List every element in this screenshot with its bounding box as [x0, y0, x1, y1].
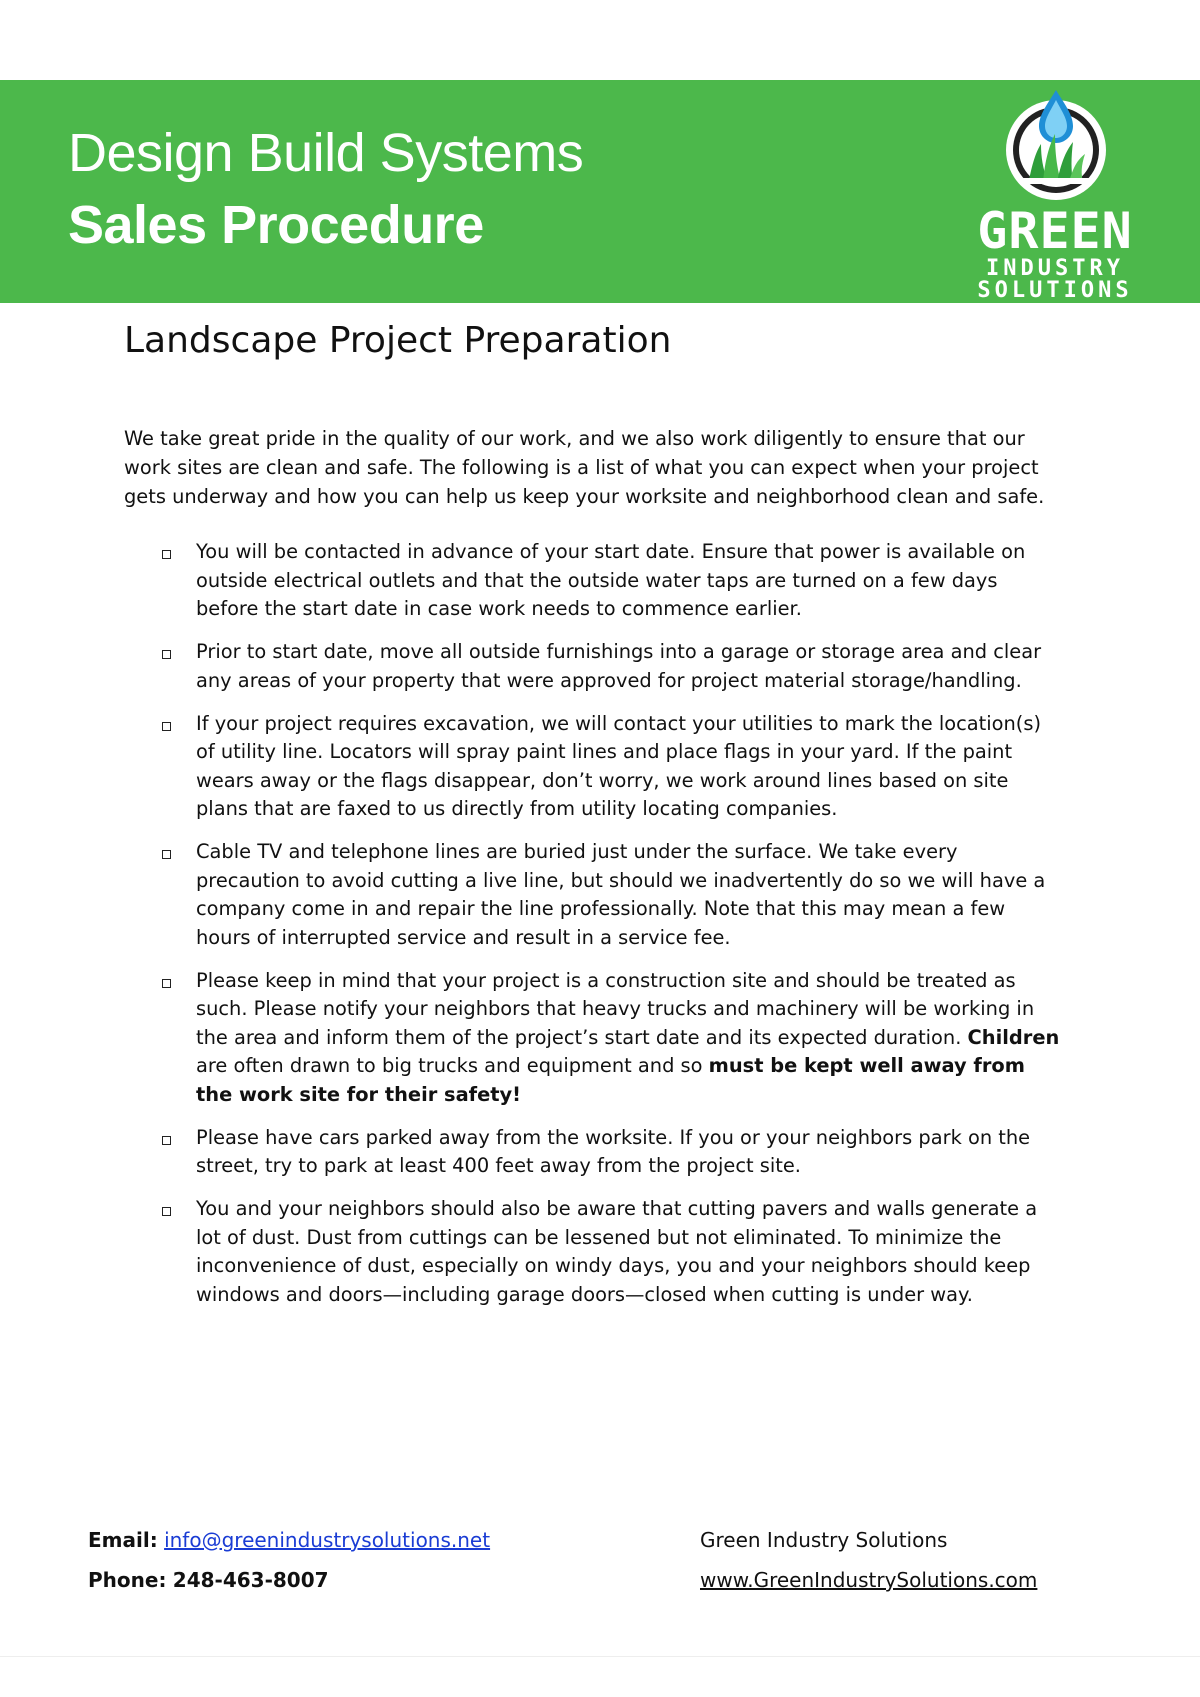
company-logo	[955, 88, 1155, 303]
checkbox-icon	[162, 722, 171, 731]
footer-contact	[88, 1520, 490, 1600]
emphasis-safety: must be kept well away from the work site for their safety!	[196, 1054, 1025, 1106]
checkbox-icon	[162, 650, 171, 659]
checklist-item	[160, 638, 1065, 695]
checklist-item	[160, 967, 1065, 1110]
emphasis-children: Children	[967, 1025, 1060, 1049]
intro-paragraph: We take great pride in the quality of our work, and we also work diligently to ensure that our work sites are clean and safe. The following is a list of what you can expect when your project gets underway and how you can help us keep your worksite and neighborhood clean and safe.	[124, 427, 1045, 508]
email-label: Email:	[88, 1528, 158, 1552]
checklist-item-text: If your project requires excavation, we will contact your utilities to mark the location(s) of utility line. Locators will spray paint lines and place flags in your yard. If the paint wears away or the flags disappear, don’t worry, we work around lines based on site plans that are faxed to us directly from utility locating companies.	[196, 711, 1042, 820]
company-name: Green Industry Solutions	[700, 1528, 948, 1552]
checklist-item-text: Please keep in mind that your project is a construction site and should be treated as such. Please notify your neighbors that heavy trucks and machinery will be working in the area and inform them of the project’s start date and its expected duration.	[196, 968, 1035, 1049]
checklist-item-text: Prior to start date, move all outside furnishings into a garage or storage area and clear any areas of your property that were approved for project material storage/handling.	[196, 640, 1042, 692]
website-link[interactable]: www.GreenIndustrySolutions.com	[700, 1568, 1038, 1592]
water-drop-grass-icon	[999, 88, 1113, 202]
checklist-item	[160, 1124, 1065, 1181]
checklist-item-text: You and your neighbors should also be aware that cutting pavers and walls generate a lot of dust. Dust from cuttings can be lessened but not eliminated. To minimize the inconvenience of dust, especially on windy days, you and your neighbors should keep windows and doors—including garage doors—closed when cutting is under way.	[196, 1197, 1038, 1306]
checklist-item-text: Please have cars parked away from the worksite. If you or your neighbors park on the street, try to park at least 400 feet away from the project site.	[196, 1125, 1031, 1177]
phone-number: 248-463-8007	[172, 1568, 329, 1592]
page-divider	[0, 1656, 1200, 1657]
header-banner	[0, 80, 1200, 303]
logo-word-solutions: SOLUTIONS	[977, 278, 1133, 303]
checklist-item-text: are often drawn to big trucks and equipment and so	[196, 1054, 709, 1077]
checklist-item-text: You will be contacted in advance of your start date. Ensure that power is available on outside electrical outlets and that the outside water taps are turned on a few days before the start date in case work needs to commence earlier.	[196, 540, 1026, 620]
email-row	[88, 1520, 490, 1560]
checklist-item	[160, 710, 1065, 824]
banner-subtitle: Sales Procedure	[68, 195, 484, 255]
logo-word-industry: INDUSTRY	[986, 256, 1124, 281]
checkbox-icon	[162, 550, 171, 559]
checkbox-icon	[162, 1136, 171, 1145]
checkbox-icon	[162, 979, 171, 988]
checklist-item	[160, 838, 1065, 952]
page-heading: Landscape Project Preparation	[124, 320, 672, 361]
checkbox-icon	[162, 850, 171, 859]
checklist-item	[160, 538, 1065, 624]
phone-row	[88, 1560, 490, 1600]
footer-company	[700, 1520, 1037, 1600]
logo-word-green: GREEN	[977, 202, 1133, 260]
banner-title: Design Build Systems	[68, 123, 584, 183]
checklist	[160, 538, 1065, 1324]
checkbox-icon	[162, 1207, 171, 1216]
phone-label: Phone:	[88, 1568, 167, 1592]
checklist-item	[160, 1195, 1065, 1309]
email-link[interactable]: info@greenindustrysolutions.net	[164, 1528, 491, 1552]
checklist-item-text: Cable TV and telephone lines are buried just under the surface. We take every precaution to avoid cutting a live line, but should we inadvertently do so we will have a company come in and repair the line professionally. Note that this may mean a few hours of interrupted service and result in a service fee.	[196, 840, 1046, 949]
